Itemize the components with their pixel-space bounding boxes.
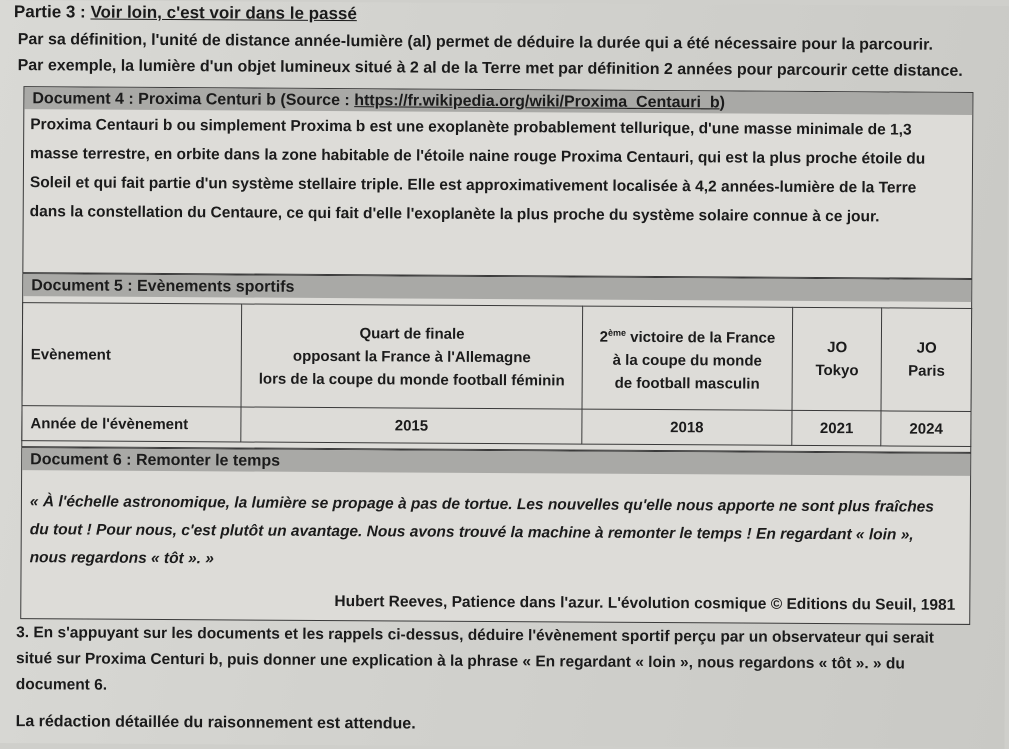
- document-5-box: [21, 273, 972, 453]
- part-title-text: Voir loin, c'est voir dans le passé: [90, 2, 357, 24]
- document-4-line-3: Soleil et qui fait partie d'un système stellaire triple. Elle est approximativement localisée à 4,2 années-lumière de la Terre: [29, 174, 917, 197]
- document-6-box: [20, 447, 971, 625]
- event-1-line-3: lors de la coupe du monde football féminin: [258, 370, 565, 389]
- row-label-event: Evènement: [22, 303, 242, 407]
- event-1-line-1: Quart de finale: [359, 324, 465, 343]
- intro-line-1: Par sa définition, l'unité de distance année-lumière (al) permet de déduire la durée qui a été nécessaire pour la parcourir.: [17, 31, 933, 54]
- document-4-line-4: dans la constellation du Centaure, ce qui fait d'elle l'exoplanète la plus proche du système solaire connue à ce jour.: [29, 203, 880, 226]
- event-cell-4: [881, 308, 971, 412]
- event-2-ordinal-sup: ème: [607, 327, 627, 338]
- question-line-3: document 6.: [15, 676, 108, 694]
- document-4-box: [22, 86, 973, 279]
- year-cell-1: 2015: [241, 407, 582, 444]
- event-2-ordinal: 2: [599, 328, 609, 346]
- year-cell-3: 2021: [792, 410, 882, 446]
- event-4-line-1: JO: [916, 339, 937, 357]
- intro-line-2: Par exemple, la lumière d'un objet lumineux situé à 2 al de la Terre met par définition 2 années pour parcourir cette distance.: [17, 57, 963, 80]
- part-title: [14, 2, 357, 24]
- document-4-line-2: masse terrestre, en orbite dans la zone habitable de l'étoile naine rouge Proxima Centauri, qui est la plus proche étoile du: [30, 145, 926, 168]
- row-label-year: Année de l'évènement: [22, 406, 241, 442]
- table-row-events: [22, 303, 972, 412]
- event-2-line-1-text: victoire de la France: [625, 328, 776, 347]
- event-2-line-1: [587, 321, 788, 349]
- events-table: [21, 302, 972, 447]
- document-5-title: Document 5 : Evènements sportifs: [23, 274, 971, 302]
- event-cell-3: [792, 307, 882, 411]
- document-6-title: Document 6 : Remonter le temps: [22, 448, 970, 476]
- event-2-line-3: de football masculin: [614, 374, 760, 393]
- event-3-line-1: JO: [827, 339, 848, 357]
- event-3-line-2: Tokyo: [815, 361, 859, 380]
- year-cell-2: 2018: [582, 409, 792, 445]
- event-1-line-2: opposant la France à l'Allemagne: [292, 347, 531, 366]
- quote-line-3: nous regardons « tôt ». »: [29, 549, 214, 568]
- event-4-line-2: Paris: [908, 362, 945, 380]
- document-4-title-text: Document 4 : Proxima Centuri b (Source :: [32, 90, 355, 110]
- document-4-line-1: Proxima Centauri b ou simplement Proxima b est une exoplanète probablement tellurique, d'une masse minimale de 1,3: [30, 116, 912, 139]
- event-cell-2: [582, 306, 793, 410]
- quote-line-1: « À l'échelle astronomique, la lumière se propage à pas de tortue. Les nouvelles qu'elle nous apporte ne sont plus fraîches: [29, 493, 935, 516]
- document-6-quote: [30, 488, 960, 578]
- question-note: La rédaction détaillée du raisonnement est attendue.: [15, 713, 416, 733]
- document-4-title-end: ): [719, 94, 726, 112]
- table-row-years: [22, 406, 971, 447]
- year-cell-4: 2024: [881, 411, 971, 447]
- document-6-source: Hubert Reeves, Patience dans l'azur. L'évolution cosmique © Editions du Seuil, 1981: [334, 593, 956, 614]
- quote-line-2: du tout ! Pour nous, c'est plutôt un avantage. Nous avons trouvé la machine à remonter le temps ! En regardant « loin »,: [29, 521, 914, 544]
- question-line-2: situé sur Proxima Centuri b, puis donner une explication à la phrase « En regardant « loin », nous regardons « tôt ». » du: [15, 650, 905, 673]
- event-2-line-2: à la coupe du monde: [612, 351, 762, 370]
- part-label: Partie 3 :: [13, 2, 91, 22]
- question-3: [16, 620, 976, 704]
- document-4-source-link[interactable]: https://fr.wikipedia.org/wiki/Proxima_Centauri_b: [354, 92, 720, 112]
- event-cell-1: [241, 304, 582, 409]
- question-line-1: 3. En s'appuyant sur les documents et les rappels ci-dessus, déduire l'évènement sportif perçu par un observateur qui serait: [16, 624, 935, 647]
